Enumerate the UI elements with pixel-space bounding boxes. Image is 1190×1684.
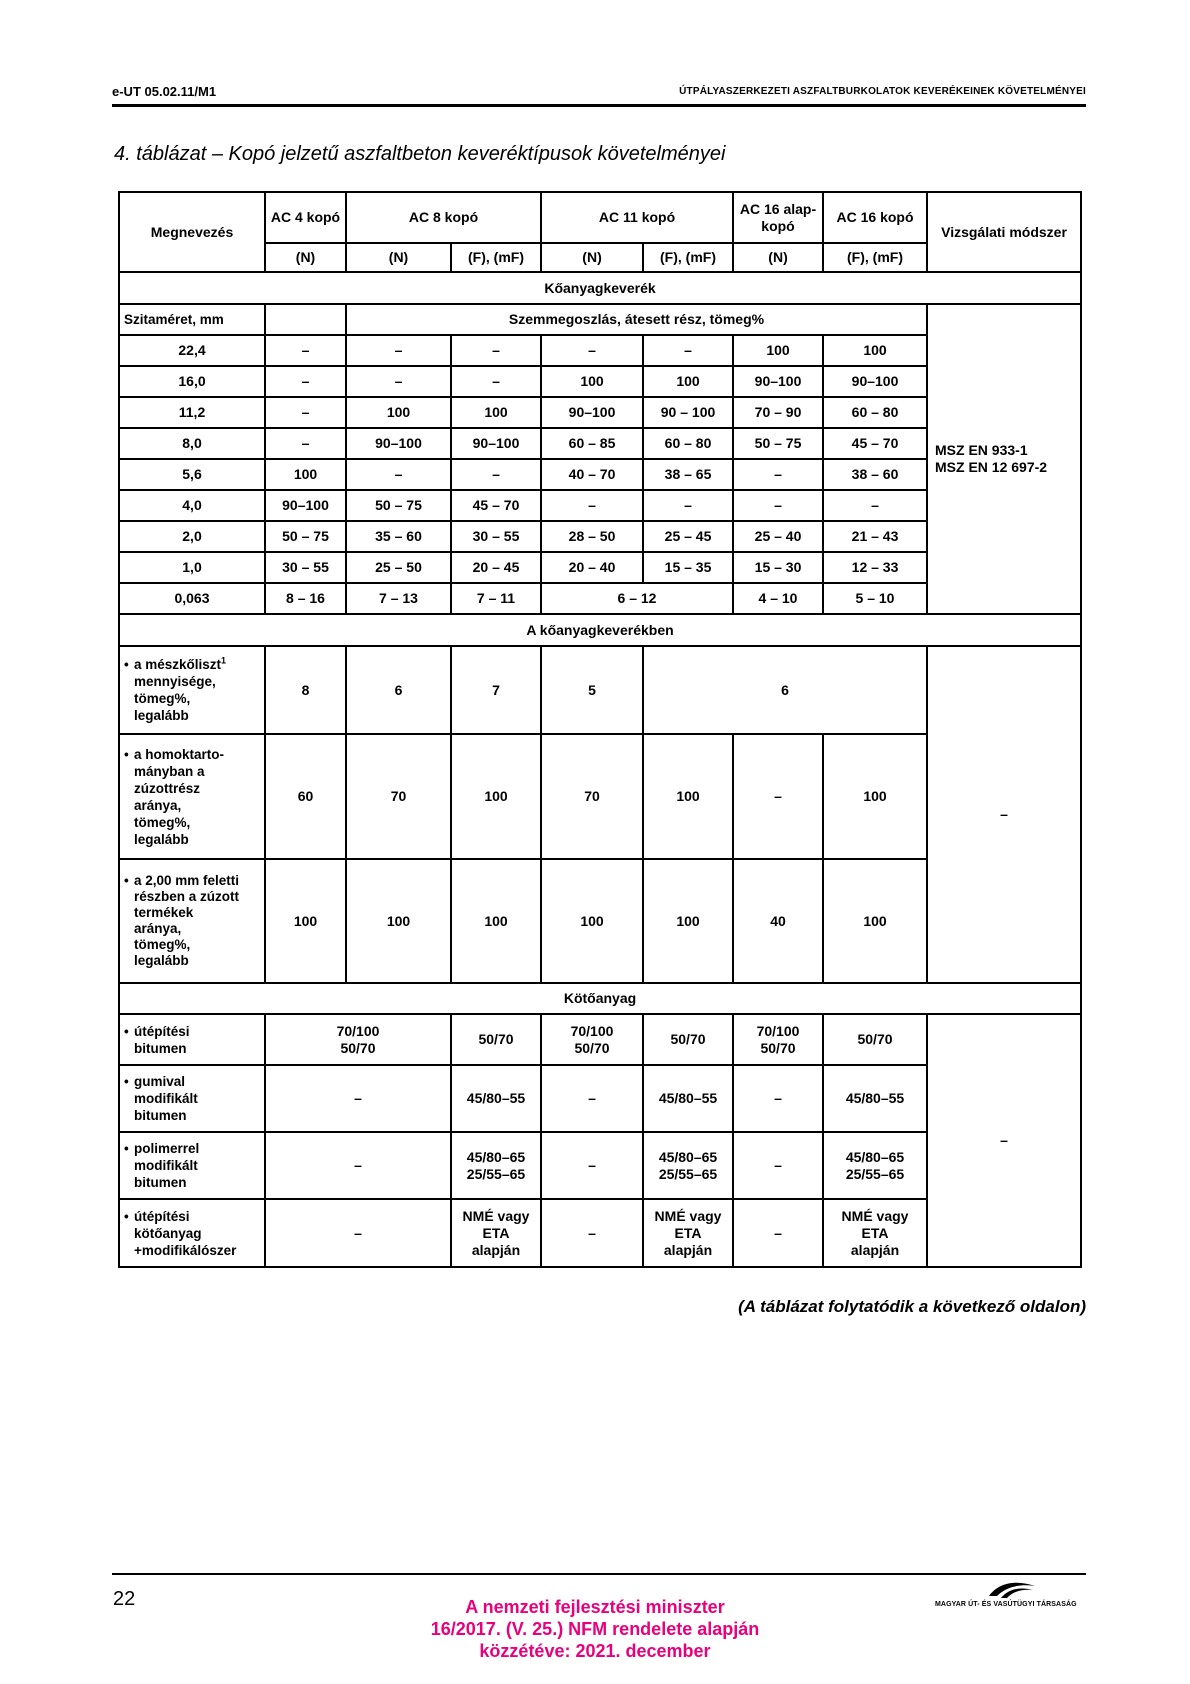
sieve-value: 4 – 10 bbox=[733, 583, 823, 614]
document-code: e-UT 05.02.11/M1 bbox=[112, 84, 217, 99]
sand-value: 100 bbox=[823, 734, 927, 859]
sieve-size: 11,2 bbox=[119, 397, 265, 428]
polymer-label: • polimerrel modifikált bitumen bbox=[119, 1132, 265, 1199]
crushed-value: 100 bbox=[541, 859, 643, 983]
sieve-value: 15 – 35 bbox=[643, 552, 733, 583]
sieve-value: 50 – 75 bbox=[733, 428, 823, 459]
sieve-size: 4,0 bbox=[119, 490, 265, 521]
sand-value: 70 bbox=[346, 734, 451, 859]
filler-row bbox=[119, 646, 1081, 734]
sieve-value: 50 – 75 bbox=[346, 490, 451, 521]
group-ac4: AC 4 kopó bbox=[265, 192, 346, 243]
page-header bbox=[112, 84, 1086, 107]
notice-line: A nemzeti fejlesztési miniszter bbox=[465, 1597, 725, 1617]
filler-label: • a mészkőliszt$^1$ mennyisége, tömeg%, legalább bbox=[119, 646, 265, 734]
sieve-value: 90–100 bbox=[265, 490, 346, 521]
sieve-value: – bbox=[451, 335, 541, 366]
binder-modifier-value: NMÉ vagy ETA alapján bbox=[451, 1199, 541, 1267]
group-ac11: AC 11 kopó bbox=[541, 192, 733, 243]
sand-value: 100 bbox=[643, 734, 733, 859]
rubber-value: – bbox=[541, 1065, 643, 1132]
sieve-value: 7 – 13 bbox=[346, 583, 451, 614]
bullet-icon: • bbox=[124, 1074, 129, 1089]
sieve-value: – bbox=[733, 490, 823, 521]
crushed-value: 100 bbox=[643, 859, 733, 983]
sand-value: – bbox=[733, 734, 823, 859]
rubber-label: • gumival modifikált bitumen bbox=[119, 1065, 265, 1132]
document-title: ÚTPÁLYASZERKEZETI ASZFALTBURKOLATOK KEVERÉKEINEK KÖVETELMÉNYEI bbox=[679, 86, 1086, 97]
binder-modifier-label: • útépítési kötőanyag +modifikálószer bbox=[119, 1199, 265, 1267]
sieve-value: 100 bbox=[541, 366, 643, 397]
road-bitumen-value: 50/70 bbox=[823, 1014, 927, 1065]
filler-value: 8 bbox=[265, 646, 346, 734]
sieve-value: 60 – 80 bbox=[823, 397, 927, 428]
method-line: MSZ EN 12 697-2 bbox=[935, 459, 1048, 475]
sieve-value: – bbox=[346, 335, 451, 366]
sieve-value: 50 – 75 bbox=[265, 521, 346, 552]
section-binder: Kötőanyag bbox=[119, 983, 1081, 1014]
header-row bbox=[119, 192, 1081, 243]
sieve-value: 38 – 65 bbox=[643, 459, 733, 490]
sieve-value: – bbox=[823, 490, 927, 521]
polymer-value: 45/80–65 25/55–65 bbox=[823, 1132, 927, 1199]
sieve-value: 100 bbox=[823, 335, 927, 366]
notice-line: közzétéve: 2021. december bbox=[479, 1641, 711, 1661]
sieve-value: 45 – 70 bbox=[823, 428, 927, 459]
bullet-icon: • bbox=[124, 873, 129, 888]
binder-modifier-value: – bbox=[265, 1199, 451, 1267]
sieve-value: 6 – 12 bbox=[541, 583, 733, 614]
binder-modifier-value: NMÉ vagy ETA alapján bbox=[643, 1199, 733, 1267]
sieve-value: 15 – 30 bbox=[733, 552, 823, 583]
subheader: (N) bbox=[265, 243, 346, 272]
sieve-value: 70 – 90 bbox=[733, 397, 823, 428]
sieve-value: 20 – 40 bbox=[541, 552, 643, 583]
road-bitumen-value: 70/100 50/70 bbox=[733, 1014, 823, 1065]
sieve-value: 25 – 45 bbox=[643, 521, 733, 552]
sieve-size: 22,4 bbox=[119, 335, 265, 366]
crushed-value: 100 bbox=[265, 859, 346, 983]
sieve-value: – bbox=[541, 335, 643, 366]
group-ac8: AC 8 kopó bbox=[346, 192, 541, 243]
sieve-value: – bbox=[346, 366, 451, 397]
road-bitumen-row bbox=[119, 1014, 1081, 1065]
section-row bbox=[119, 614, 1081, 646]
polymer-value: 45/80–65 25/55–65 bbox=[451, 1132, 541, 1199]
filler-value: 6 bbox=[346, 646, 451, 734]
road-bitumen-value: 50/70 bbox=[643, 1014, 733, 1065]
sieve-value: 40 – 70 bbox=[541, 459, 643, 490]
sieve-value: 25 – 50 bbox=[346, 552, 451, 583]
method-header: Vizsgálati módszer bbox=[927, 192, 1081, 272]
rubber-value: – bbox=[733, 1065, 823, 1132]
filler-value: 5 bbox=[541, 646, 643, 734]
filler-value: 6 bbox=[643, 646, 927, 734]
sieve-size: 1,0 bbox=[119, 552, 265, 583]
sieve-size: 8,0 bbox=[119, 428, 265, 459]
sieve-value: – bbox=[643, 490, 733, 521]
sieve-value: 28 – 50 bbox=[541, 521, 643, 552]
sieve-value: – bbox=[541, 490, 643, 521]
crushed-label: • a 2,00 mm feletti részben a zúzott termékek aránya, tömeg%, legalább bbox=[119, 859, 265, 983]
society-logo bbox=[935, 1578, 1087, 1614]
sieve-value: 100 bbox=[733, 335, 823, 366]
bullet-icon: • bbox=[124, 657, 129, 672]
road-bitumen-value: 50/70 bbox=[451, 1014, 541, 1065]
page-number: 22 bbox=[113, 1588, 136, 1610]
sieve-value: 25 – 40 bbox=[733, 521, 823, 552]
rubber-value: 45/80–55 bbox=[643, 1065, 733, 1132]
sieve-value: 90–100 bbox=[346, 428, 451, 459]
col-name-header: Megnevezés bbox=[119, 192, 265, 272]
road-bitumen-label: • útépítési bitumen bbox=[119, 1014, 265, 1065]
subheader: (N) bbox=[346, 243, 451, 272]
sieve-value: – bbox=[265, 397, 346, 428]
sieve-value: 30 – 55 bbox=[451, 521, 541, 552]
sieve-value: 90–100 bbox=[823, 366, 927, 397]
bullet-icon: • bbox=[124, 746, 129, 762]
sieve-size: 0,063 bbox=[119, 583, 265, 614]
sieve-value: – bbox=[265, 366, 346, 397]
sieve-method bbox=[927, 304, 1081, 614]
group-ac16: AC 16 kopó bbox=[823, 192, 927, 243]
sieve-value: 7 – 11 bbox=[451, 583, 541, 614]
sand-value: 70 bbox=[541, 734, 643, 859]
binder-modifier-value: NMÉ vagy ETA alapján bbox=[823, 1199, 927, 1267]
crushed-value: 40 bbox=[733, 859, 823, 983]
polymer-value: – bbox=[265, 1132, 451, 1199]
bullet-icon: • bbox=[124, 1023, 129, 1039]
logo-text: MAGYAR ÚT- ÉS VASÚTÜGYI TÁRSASÁG bbox=[935, 1601, 1077, 1608]
sieve-value: 20 – 45 bbox=[451, 552, 541, 583]
sand-value: 100 bbox=[451, 734, 541, 859]
sand-value: 60 bbox=[265, 734, 346, 859]
sieve-value: 100 bbox=[346, 397, 451, 428]
sieve-value: 12 – 33 bbox=[823, 552, 927, 583]
sieve-value: 100 bbox=[265, 459, 346, 490]
sieve-value: – bbox=[346, 459, 451, 490]
section-row bbox=[119, 272, 1081, 304]
subheader: (F), (mF) bbox=[823, 243, 927, 272]
section-aggregate: Kőanyagkeverék bbox=[119, 272, 1081, 304]
binder-method: – bbox=[927, 1014, 1081, 1267]
sieve-size: 16,0 bbox=[119, 366, 265, 397]
road-logo-icon bbox=[987, 1578, 1037, 1600]
rubber-value: 45/80–55 bbox=[823, 1065, 927, 1132]
distribution-label: Szemmegoszlás, átesett rész, tömeg% bbox=[346, 304, 927, 335]
crushed-value: 100 bbox=[451, 859, 541, 983]
sieve-value: – bbox=[733, 459, 823, 490]
empty-cell bbox=[265, 304, 346, 335]
sieve-size: 5,6 bbox=[119, 459, 265, 490]
polymer-value: – bbox=[733, 1132, 823, 1199]
subheader: (N) bbox=[733, 243, 823, 272]
bullet-icon: • bbox=[124, 1208, 129, 1224]
sieve-value: 8 – 16 bbox=[265, 583, 346, 614]
bullet-icon: • bbox=[124, 1141, 129, 1156]
sieve-value: 90–100 bbox=[451, 428, 541, 459]
road-bitumen-value: 70/100 50/70 bbox=[541, 1014, 643, 1065]
sieve-value: – bbox=[451, 459, 541, 490]
rubber-value: 45/80–55 bbox=[451, 1065, 541, 1132]
polymer-value: – bbox=[541, 1132, 643, 1199]
road-bitumen-value: 70/100 50/70 bbox=[265, 1014, 451, 1065]
sieve-value: – bbox=[451, 366, 541, 397]
subheader: (F), (mF) bbox=[643, 243, 733, 272]
sieve-value: 90 – 100 bbox=[643, 397, 733, 428]
group-ac16-alap: AC 16 alap-kopó bbox=[733, 192, 823, 243]
sieve-value: 30 – 55 bbox=[265, 552, 346, 583]
polymer-value: 45/80–65 25/55–65 bbox=[643, 1132, 733, 1199]
subheader: (F), (mF) bbox=[451, 243, 541, 272]
section-row bbox=[119, 983, 1081, 1014]
sieve-value: 35 – 60 bbox=[346, 521, 451, 552]
continues-note: (A táblázat folytatódik a következő oldalon) bbox=[738, 1297, 1086, 1316]
sieve-value: – bbox=[643, 335, 733, 366]
sieve-value: 21 – 43 bbox=[823, 521, 927, 552]
requirements-table bbox=[118, 191, 1082, 1268]
sieve-value: 100 bbox=[643, 366, 733, 397]
sieve-value: 100 bbox=[451, 397, 541, 428]
filler-value: 7 bbox=[451, 646, 541, 734]
sieve-value: – bbox=[265, 428, 346, 459]
in-aggregate-method: – bbox=[927, 646, 1081, 983]
crushed-value: 100 bbox=[346, 859, 451, 983]
sieve-value: 90–100 bbox=[541, 397, 643, 428]
crushed-value: 100 bbox=[823, 859, 927, 983]
notice-line: 16/2017. (V. 25.) NFM rendelete alapján bbox=[430, 1619, 760, 1639]
sieve-size: 2,0 bbox=[119, 521, 265, 552]
sieve-value: 5 – 10 bbox=[823, 583, 927, 614]
table-title: 4. táblázat – Kopó jelzetű aszfaltbeton keveréktípusok követelményei bbox=[114, 143, 726, 165]
publication-notice bbox=[370, 1596, 820, 1662]
method-line: MSZ EN 933-1 bbox=[935, 442, 1028, 458]
subheader: (N) bbox=[541, 243, 643, 272]
sieve-value: – bbox=[265, 335, 346, 366]
sieve-label: Szitaméret, mm bbox=[119, 304, 265, 335]
rubber-value: – bbox=[265, 1065, 451, 1132]
sand-label: • a homoktarto- mányban a zúzottrész aránya, tömeg%, legalább bbox=[119, 734, 265, 859]
binder-modifier-value: – bbox=[541, 1199, 643, 1267]
sieve-label-row bbox=[119, 304, 1081, 335]
sieve-value: 60 – 85 bbox=[541, 428, 643, 459]
section-in-aggregate: A kőanyagkeverékben bbox=[119, 614, 1081, 646]
binder-modifier-value: – bbox=[733, 1199, 823, 1267]
sieve-value: 38 – 60 bbox=[823, 459, 927, 490]
sieve-value: 90–100 bbox=[733, 366, 823, 397]
sieve-value: 45 – 70 bbox=[451, 490, 541, 521]
sieve-value: 60 – 80 bbox=[643, 428, 733, 459]
footer-divider bbox=[112, 1573, 1086, 1575]
